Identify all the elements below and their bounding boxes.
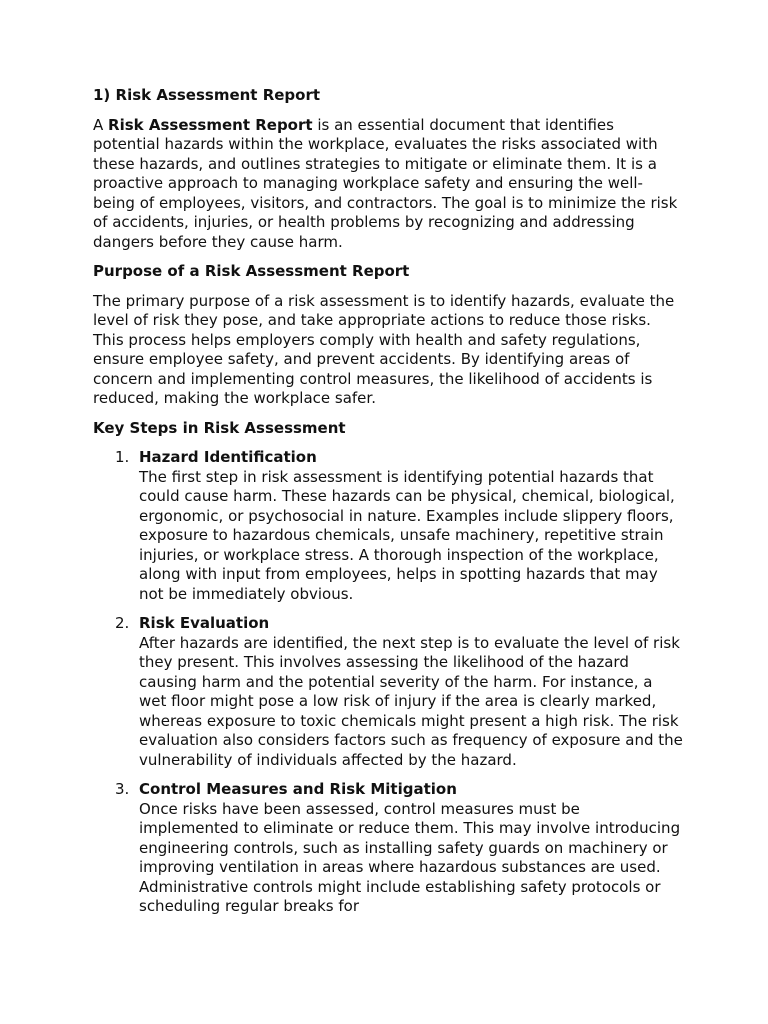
list-item-body: After hazards are identified, the next step is to evaluate the level of risk they present. This involves assessing the likelihood of the hazard causing harm and the potential severity of the harm. For instance, a wet floor might pose a low risk of injury if the area is clearly marked, whereas exposure to toxic chemicals might present a high risk. The risk evaluation also considers factors such as frequency of exposure and the vulnerability of individuals affected by the hazard. [139, 633, 683, 769]
purpose-paragraph: The primary purpose of a risk assessment is to identify hazards, evaluate the level of risk they pose, and take appropriate actions to reduce those risks. This process helps employers comply with health and safety regulations, ensure employee safety, and prevent accidents. By identifying areas of concern and implementing control measures, the likelihood of accidents is reduced, making the workplace safer. [93, 291, 675, 407]
list-item [93, 614, 683, 770]
intro-bold-term: Risk Assessment Report [108, 115, 313, 134]
document-page [93, 86, 683, 927]
list-item-title: Hazard Identification [139, 448, 317, 466]
list-item-title: Control Measures and Risk Mitigation [139, 780, 457, 798]
intro-paragraph [93, 116, 683, 253]
list-item-body: The first step in risk assessment is identifying potential hazards that could cause harm. These hazards can be physical, chemical, biological, ergonomic, or psychosocial in nature. Examples include slippery floors, exposure to hazardous chemicals, unsafe machinery, repetitive strain injuries, or workplace stress. A thorough inspection of the workplace, along with input from employees, helps in spotting hazards that may not be immediately obvious. [139, 467, 675, 603]
intro-lead: A [93, 115, 109, 134]
intro-rest: is an essential document that identifies potential hazards within the workplace, evaluates the risks associated with these hazards, and outlines strategies to mitigate or eliminate them. It is a proactive approach to managing workplace safety and ensuring the well-being of employees, visitors, and contractors. The goal is to minimize the risk of accidents, injuries, or health problems by recognizing and addressing dangers before they cause harm. [93, 115, 678, 251]
list-item [93, 448, 683, 604]
purpose-heading: Purpose of a Risk Assessment Report [93, 262, 410, 280]
list-item-title: Risk Evaluation [139, 614, 270, 632]
list-item-number: 2. [115, 614, 130, 632]
list-item-number: 3. [115, 780, 130, 798]
list-item [93, 780, 683, 917]
key-steps-list [93, 448, 683, 917]
list-item-number: 1. [115, 448, 130, 466]
list-item-body: Once risks have been assessed, control measures must be implemented to eliminate or reduce them. This may involve introducing engineering controls, such as installing safety guards on machinery or improving ventilation in areas where hazardous substances are used. Administrative controls might include establishing safety protocols or scheduling regular breaks for [139, 799, 681, 915]
document-title: 1) Risk Assessment Report [93, 86, 321, 104]
key-steps-heading: Key Steps in Risk Assessment [93, 418, 346, 437]
